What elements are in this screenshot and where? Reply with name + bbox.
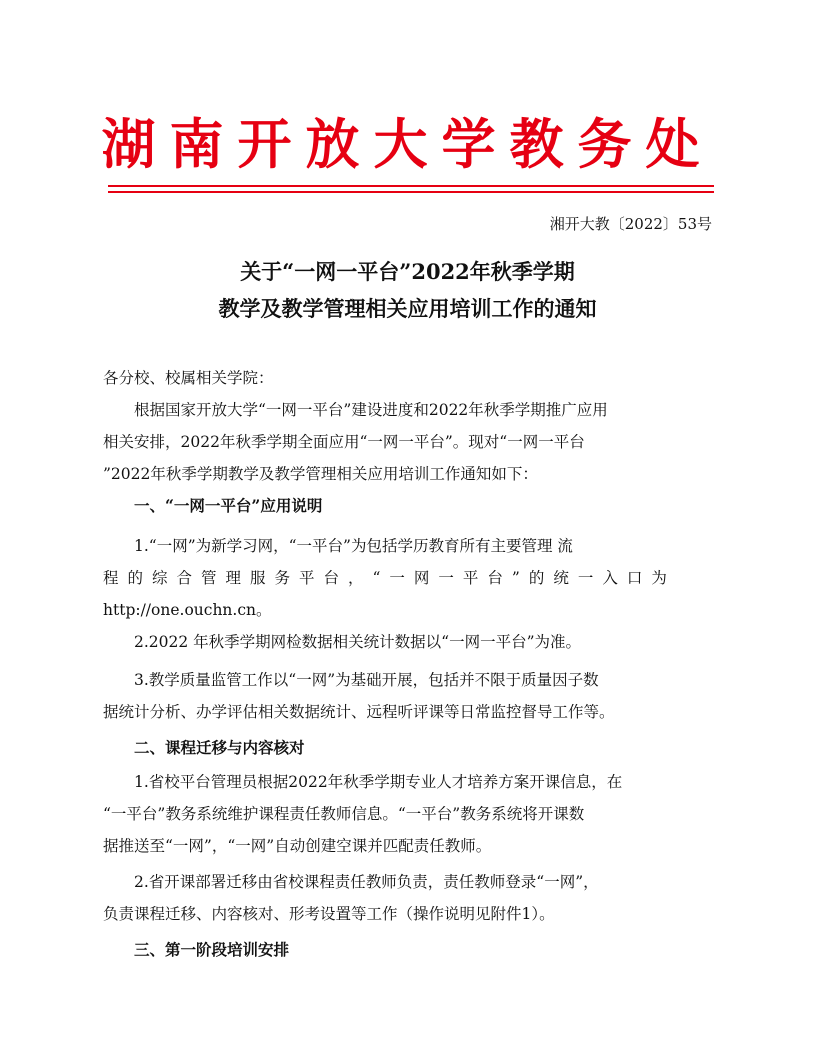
s2-item1-line-2: “一平台”教务系统维护课程责任教师信息。“一平台”教务系统将开课数 — [103, 805, 585, 823]
s2-item1-line-3: 据推送至“一网”，“一网”自动创建空课并匹配责任教师。 — [103, 837, 492, 855]
intro-line-1: 根据国家开放大学“一网一平台”建设进度和2022年秋季学期推广应用 — [134, 401, 608, 419]
s1-item1-line-1: 1.“一网”为新学习网，“一平台”为包括学历教育所有主要管理 流 — [134, 537, 573, 555]
header-rule-thin — [108, 191, 714, 193]
header-rule-thick — [108, 185, 714, 187]
issuer-title: 湖南开放大学教务处 — [101, 112, 714, 176]
section-3-heading: 三、第一阶段培训安排 — [134, 940, 290, 959]
section-2-heading: 二、课程迁移与内容核对 — [134, 738, 305, 757]
document-number: 湘开大教〔2022〕53号 — [549, 215, 712, 233]
s1-item1-line-2: 程的综合管理服务平台，“一网一平台”的统一入口为 — [103, 569, 676, 587]
intro-line-2: 相关安排，2022年秋季学期全面应用“一网一平台”。现对“一网一平台 — [103, 433, 585, 451]
s2-item1-line-1: 1.省校平台管理员根据2022年秋季学期专业人才培养方案开课信息，在 — [134, 773, 623, 791]
salutation: 各分校、校属相关学院： — [103, 369, 274, 387]
notice-title-line-2: 教学及教学管理相关应用培训工作的通知 — [218, 296, 597, 321]
s2-item2-line-2: 负责课程迁移、内容核对、形考设置等工作（操作说明见附件1）。 — [103, 905, 555, 923]
s1-item3-line-1: 3.教学质量监管工作以“一网”为基础开展，包括并不限于质量因子数 — [134, 671, 599, 689]
s2-item2-line-1: 2.省开课部署迁移由省校课程责任教师负责，责任教师登录“一网”， — [134, 873, 599, 891]
s1-item1-line-3: http://one.ouchn.cn。 — [103, 601, 272, 619]
s1-item2: 2.2022 年秋季学期网检数据相关统计数据以“一网一平台”为准。 — [134, 633, 582, 651]
section-1-heading: 一、“一网一平台”应用说明 — [134, 496, 323, 515]
notice-title-line-1: 关于“一网一平台”2022年秋季学期 — [240, 259, 575, 284]
intro-line-3: ”2022年秋季学期教学及教学管理相关应用培训工作通知如下： — [103, 465, 538, 483]
s1-item3-line-2: 据统计分析、办学评估相关数据统计、远程听评课等日常监控督导工作等。 — [103, 703, 615, 721]
